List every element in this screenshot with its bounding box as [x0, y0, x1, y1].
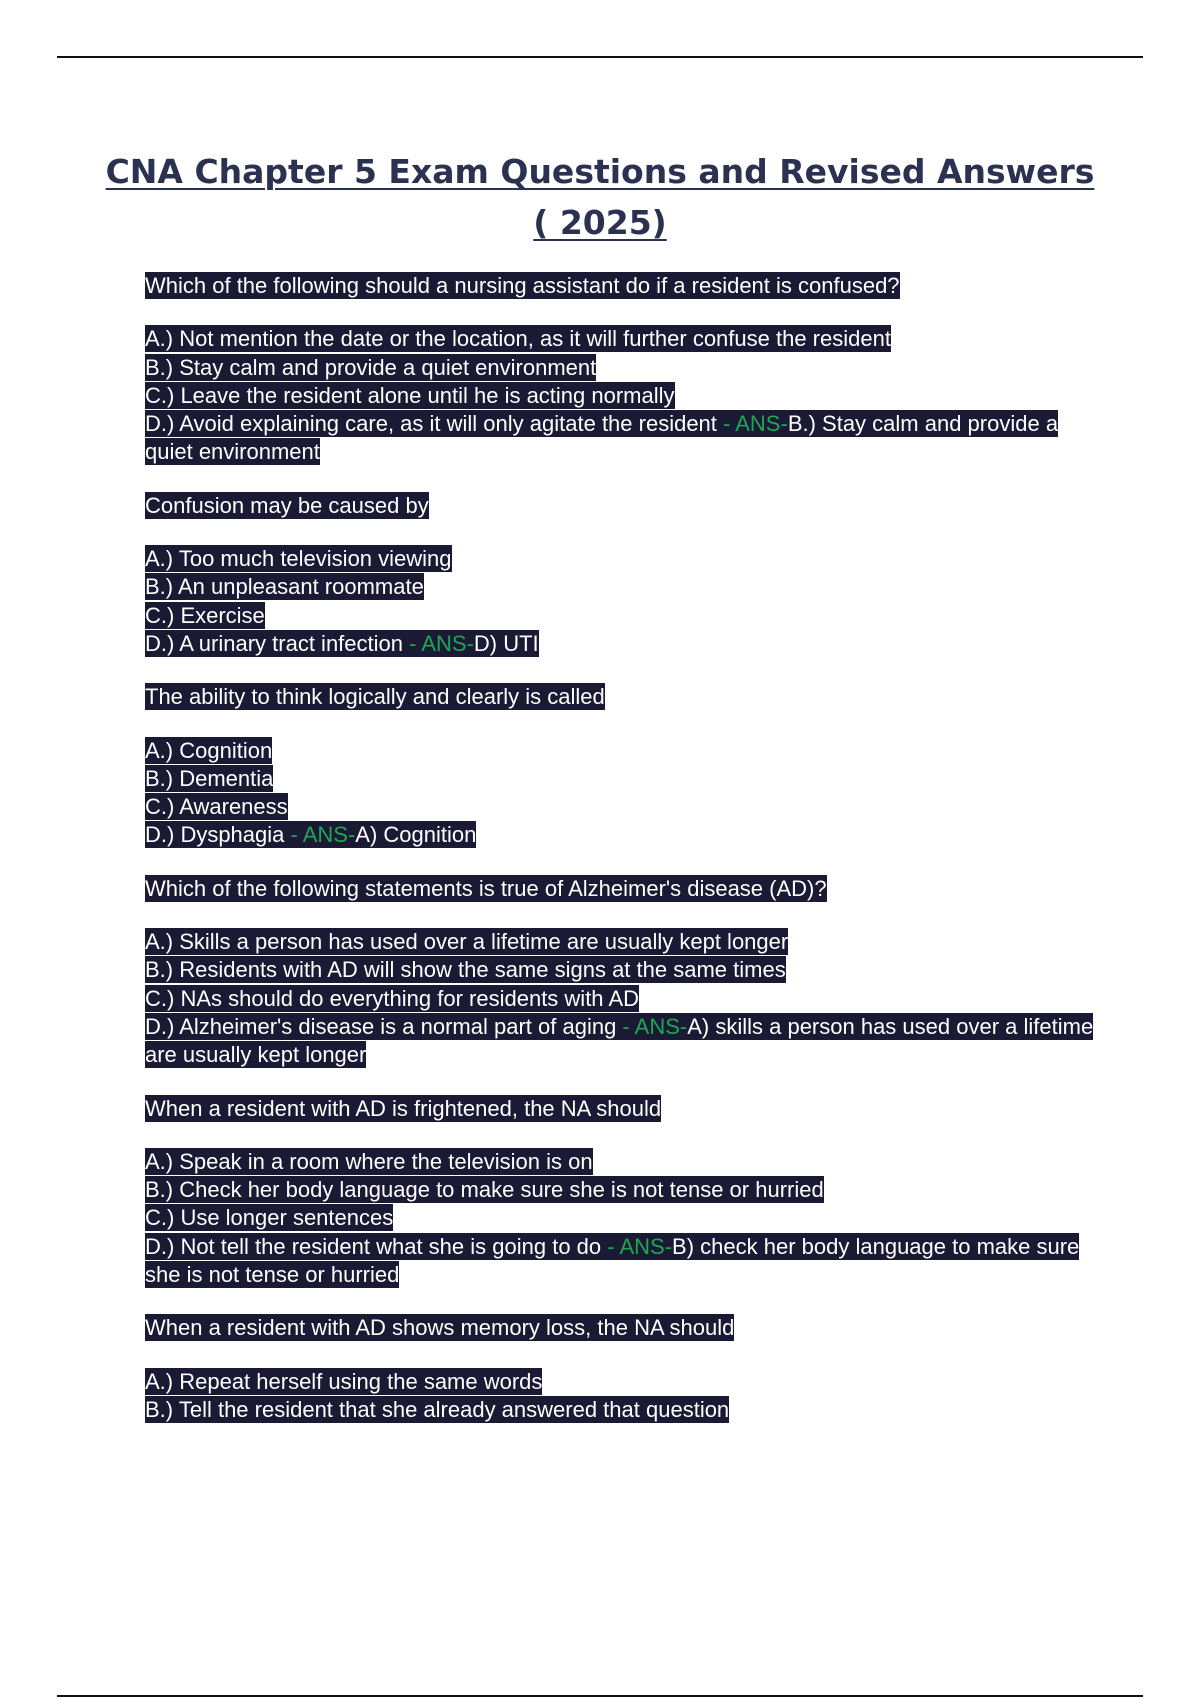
option-b: B.) Check her body language to make sure she is not tense or hurried — [145, 1177, 824, 1203]
ans-tag: - ANS- — [601, 1233, 673, 1259]
title-line-1: CNA Chapter 5 Exam Questions and Revised Answers — [105, 152, 1095, 191]
options-list — [145, 737, 1095, 850]
ans-tag: - ANS- — [284, 822, 356, 848]
option-d: D.) Alzheimer's disease is a normal part of aging — [145, 1013, 617, 1039]
option-b: B.) Stay calm and provide a quiet environment — [145, 354, 597, 380]
options-list — [145, 545, 1095, 658]
options-list — [145, 928, 1095, 1069]
option-d: D.) A urinary tract infection — [145, 630, 403, 656]
option-a: A.) Repeat herself using the same words — [145, 1368, 543, 1394]
question-block — [145, 683, 1095, 849]
question-block — [145, 1314, 1095, 1424]
ans-tag: - ANS- — [716, 411, 788, 437]
option-a: A.) Skills a person has used over a lifetime are usually kept longer — [145, 929, 789, 955]
question-text: When a resident with AD is frightened, the NA should — [145, 1095, 662, 1121]
options-list — [145, 1148, 1095, 1289]
option-d: D.) Avoid explaining care, as it will only agitate the resident — [145, 411, 717, 437]
bottom-rule — [57, 1695, 1143, 1697]
question-block — [145, 1095, 1095, 1290]
title-line-2: ( 2025) — [533, 203, 667, 242]
option-a: A.) Cognition — [145, 737, 273, 763]
options-list — [145, 1368, 1095, 1425]
ans-tag: - ANS- — [616, 1013, 688, 1039]
option-a: A.) Too much television viewing — [145, 546, 452, 572]
answer-text: A) skills a person has used over a lifetime are usually kept longer — [145, 1013, 1094, 1068]
options-list — [145, 325, 1095, 466]
option-c: C.) Use longer sentences — [145, 1205, 394, 1231]
answer-text: B) check her body language to make sure she is not tense or hurried — [145, 1233, 1080, 1288]
option-b: B.) An unpleasant roommate — [145, 574, 424, 600]
option-b: B.) Tell the resident that she already answered that question — [145, 1396, 730, 1422]
question-text: Which of the following should a nursing assistant do if a resident is confused? — [145, 273, 900, 298]
document-title — [100, 146, 1100, 248]
question-text: When a resident with AD shows memory loss, the NA should — [145, 1315, 735, 1341]
option-a: A.) Not mention the date or the location, as it will further confuse the resident — [145, 326, 891, 352]
option-a: A.) Speak in a room where the television is on — [145, 1148, 593, 1174]
option-b: B.) Residents with AD will show the same signs at the same times — [145, 957, 786, 983]
option-b: B.) Dementia — [145, 765, 274, 791]
question-list — [145, 272, 1095, 1449]
option-c: C.) Awareness — [145, 794, 288, 820]
question-text: Which of the following statements is true of Alzheimer's disease (AD)? — [145, 875, 827, 901]
option-d: D.) Not tell the resident what she is going to do — [145, 1233, 602, 1259]
ans-tag: - ANS- — [403, 630, 474, 656]
question-block — [145, 272, 1095, 467]
question-text: Confusion may be caused by — [145, 492, 429, 518]
option-c: C.) NAs should do everything for residents with AD — [145, 985, 640, 1011]
question-block — [145, 492, 1095, 658]
answer-text: D) UTI — [473, 630, 539, 656]
top-rule — [57, 56, 1143, 58]
answer-text: B.) Stay calm and provide a quiet environment — [145, 411, 1059, 465]
option-c: C.) Leave the resident alone until he is acting normally — [145, 382, 675, 408]
question-block — [145, 875, 1095, 1070]
option-c: C.) Exercise — [145, 602, 265, 628]
option-d: D.) Dysphagia — [145, 822, 285, 848]
question-text: The ability to think logically and clearly is called — [145, 684, 605, 710]
answer-text: A) Cognition — [355, 822, 477, 848]
